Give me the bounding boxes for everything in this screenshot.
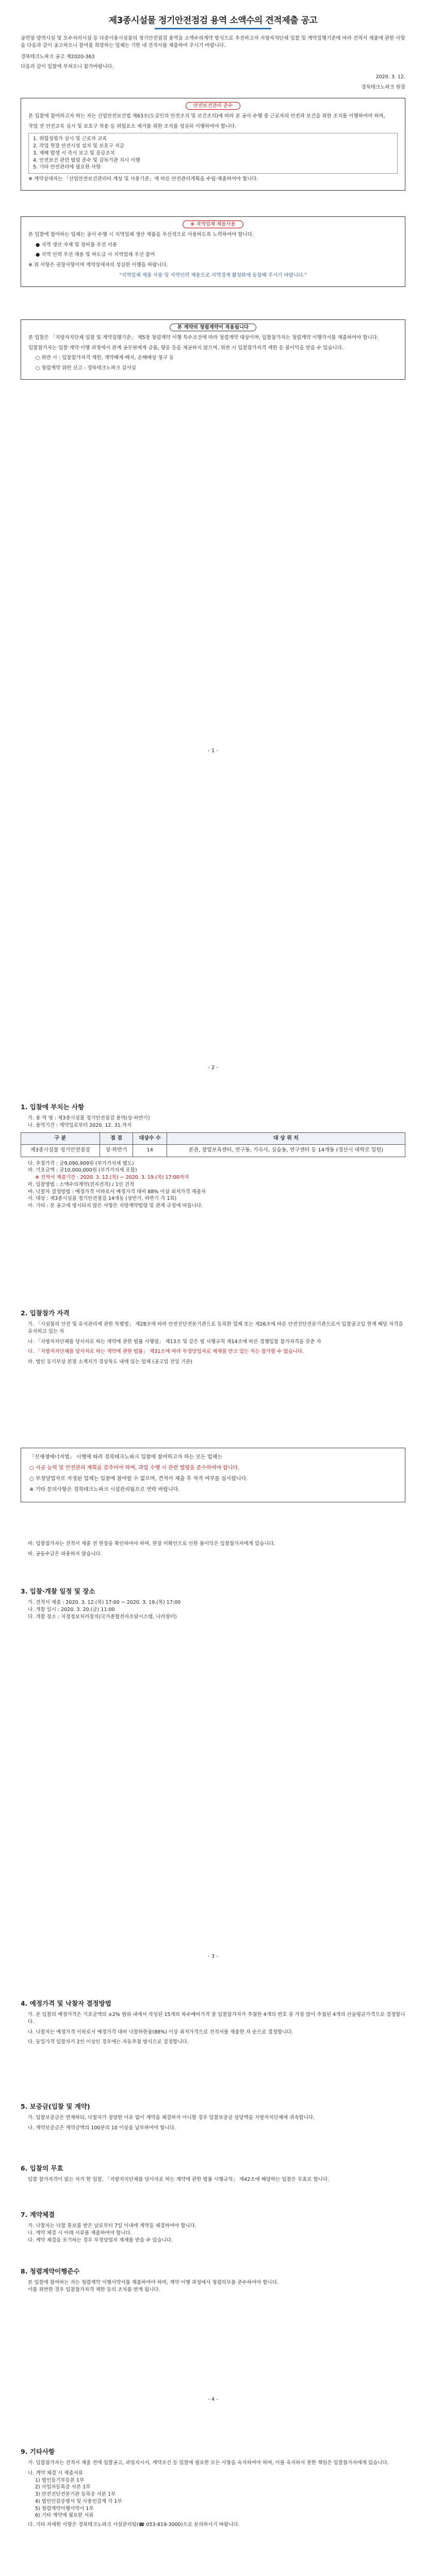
- safety-subitem: 3. 재해 발생 시 즉시 보고 및 응급조치: [33, 150, 115, 156]
- section-item: 마. 입찰방법 : 소액수의계약(전자견적) / 1인 견적: [28, 1181, 135, 1188]
- notice-line: ※ 기타 문의사항은 경북테크노파크 시설관리팀으로 연락 바랍니다.: [29, 1487, 180, 1493]
- integrity-contract-box: [21, 319, 405, 380]
- integrity-line: ○ 위반 시 : 입찰참가자격 제한, 계약해제·해지, 손해배상 청구 등: [36, 355, 174, 361]
- local-line: 본 입찰에 참여하는 업체는 공사 수행 시 지역업체 생산 제품을 우선적으로 사용하도록 노력하여야 합니다.: [28, 231, 254, 238]
- section-item: 바. 낙찰자 결정방법 : 예정가격 이하로서 예정가격 대비 88% 이상 최저가격 제출자: [28, 1189, 206, 1195]
- integrity-line: ○ 청렴계약 위반 신고 : 경북테크노파크 감사실: [36, 365, 136, 371]
- section-item: 가. 입찰참가자는 견적서 제출 전에 입찰공고, 과업지시서, 계약조건 등 입찰에 필요한 모든 사항을 숙지하여야 하며, 이를 숙지하지 못한 책임은 입찰참가자에게 있습니다.: [28, 2460, 389, 2466]
- section-heading: 8. 청렴계약이행준수: [21, 2267, 80, 2275]
- table-header-cell: 점 검: [100, 1132, 133, 1145]
- section-heading: 2. 입찰참가 자격: [21, 1309, 70, 1317]
- section-4: [21, 1999, 405, 2049]
- section-6: [21, 2164, 405, 2187]
- safety-subitem: 5. 기타 안전관리에 필요한 사항: [33, 164, 101, 171]
- notice-line: 「신재생에너지법」 시행에 따라 경북테크노파크 입찰에 참여하고자 하는 모든 업체는: [29, 1454, 222, 1460]
- section-item: 본 입찰에 참여하는 자는 청렴계약 이행서약서를 제출하여야 하며, 계약 이행 과정에서 청렴의무를 준수하여야 합니다.: [28, 2280, 278, 2286]
- safety-item: 작업 전 안전교육 실시 및 보호구 착용 등 위험요소 제거를 위한 조치를 성실히 이행하여야 합니다.: [28, 123, 237, 129]
- notice-line: 다음과 같이 입찰에 부쳐오니 참가바랍니다.: [21, 64, 114, 70]
- section-item: 나. 「지방자치단체를 당사자로 하는 계약에 관한 법률 시행령」 제13조 및 같은 법 시행규칙 제14조에 따른 경쟁입찰 참가자격을 갖춘 자: [28, 1338, 321, 1345]
- document-title: 제3종시설물 정기안전점검 용역 소액수의 견적제출 공고: [108, 15, 318, 26]
- section-item: ※ 견적서 제출기간 : 2020. 3. 12.(목) ~ 2020. 3. 19.(목) 17:00까지: [35, 1175, 189, 1181]
- notice-line: ○ 시공 능력 및 안전관리 계획을 갖추어야 하며, 과업 수행 시 관련 법령을 준수하여야 합니다.: [29, 1465, 240, 1471]
- section-item: 1) 법인등기부등본 1부: [35, 2477, 85, 2483]
- section-item: 다. 「지방자치단체를 당사자로 하는 계약에 관한 법률」 제31조에 따라 부정당업자로 제재를 받고 있는 자는 참가할 수 없습니다.: [28, 1349, 304, 1355]
- section-item: 가. 견적서 제출 : 2020. 3. 12.(목) 17:00 ~ 2020. 3. 19.(목) 17:00: [28, 1600, 181, 1606]
- section-heading: 5. 보증금(입찰 및 계약): [21, 2103, 90, 2110]
- bidder-notice-box: [21, 1448, 405, 1502]
- section-item: 다. 개찰 장소 : 지정정보처리장치(국가종합전자조달시스템, 나라장터): [28, 1614, 177, 1620]
- section-heading: 7. 계약체결: [21, 2211, 55, 2218]
- local-box-title: ※ 지역업체 제품사용: [28, 221, 398, 228]
- section-9: [21, 2447, 405, 2532]
- table-header-row: [21, 1132, 405, 1145]
- local-line: ● 지역 생산 자재 및 장비를 우선 사용: [36, 242, 117, 248]
- section-item: 다. 동일가격 입찰자가 2인 이상인 경우에는 자동추첨 방식으로 결정합니다.: [28, 2039, 189, 2045]
- section-item: 이를 위반한 경우 입찰참가자격 제한 등의 조치를 받게 됩니다.: [28, 2286, 160, 2293]
- page-number: - 2 -: [208, 1065, 218, 1071]
- section-8: [21, 2267, 405, 2294]
- section-item: 라. 법인 등기부상 본점 소재지가 경상북도 내에 있는 업체 (공고일 전일 기준): [28, 1359, 192, 1365]
- section-heading: 4. 예정가격 및 낙찰자 결정방법: [21, 1999, 111, 2007]
- section-heading: 1. 입찰에 부치는 사항: [21, 1103, 85, 1111]
- section-7: [21, 2210, 405, 2244]
- section-3: [21, 1587, 405, 1620]
- section-item: 가. 「시설물의 안전 및 유지관리에 관한 특별법」 제28조에 따라 안전진단전문기관으로 등록한 업체 또는 제26조에 따른 안전진단전문기관으로서 입찰공고일 현재 해당 자격을 유지하고 있는 자: [28, 1321, 403, 1334]
- section-item: 나. 낙찰자는 예정가격 이하로서 예정가격 대비 낙찰하한율(88%) 이상 최저가격으로 견적서를 제출한 자 순으로 결정합니다.: [28, 2029, 293, 2035]
- section-2-continued: [21, 1540, 405, 1561]
- integrity-line: 본 입찰은 「지방자치단체 입찰 및 계약집행기준」 제5장 청렴계약 이행 특수조건에 따라 청렴계약 대상이며, 입찰참가자는 청렴계약 이행각서를 제출하여야 합니다.: [28, 334, 379, 341]
- section-item: 2) 사업자등록증 사본 1부: [35, 2484, 91, 2490]
- section-item: 6) 기타 계약에 필요한 서류: [35, 2513, 94, 2519]
- section-item: 다. 계약 체결을 포기하는 경우 부정당업자 제재를 받을 수 있습니다.: [28, 2237, 173, 2243]
- section-item: 3) 안전진단전문기관 등록증 사본 1부: [35, 2492, 116, 2498]
- safety-subitem: 4. 안전보건 관련 법령 준수 및 감독기관 지시 이행: [33, 157, 140, 163]
- section-heading: 3. 입찰·개찰 일정 및 장소: [21, 1587, 95, 1595]
- section-item: 가. 용 역 명 : 제3종시설물 정기안전점검 용역(상·하반기): [28, 1115, 150, 1122]
- table-header-cell: 대 상 위 치: [167, 1132, 405, 1145]
- section-item: 가. 입찰보증금은 면제하되, 낙찰자가 정당한 이유 없이 계약을 체결하지 아니할 경우 입찰보증금 상당액을 지방자치단체에 귀속합니다.: [28, 2115, 315, 2121]
- safety-subitem: 1. 위험성평가 실시 및 근로자 교육: [33, 136, 107, 142]
- section-item: 라. 기초금액 : 금10,000,000원 (부가가치세 포함): [28, 1167, 137, 1174]
- notice-number: 경북테크노파크 공고 제2020-363: [21, 54, 95, 60]
- notice-date: 2020. 3. 12.: [375, 74, 405, 80]
- target-facility-table: [21, 1132, 405, 1157]
- section-2: [21, 1309, 405, 1369]
- section-item: 다. 기타 자세한 사항은 경북테크노파크 시설관리팀(☎ 053-819-3000)으로 문의하시기 바랍니다.: [28, 2522, 240, 2528]
- intro-block: [21, 35, 405, 94]
- safety-subitem: 2. 작업 현장 안전시설 설치 및 보호구 지급: [33, 143, 125, 149]
- intro-paragraph: 공연장 방역시설 및 오수처리시설 등 다중이용시설물의 정기안전점검 용역을 소액수의계약 방식으로 추진하고자 지방자치단체 입찰 및 계약집행기준에 따라 견적서 제출에 관한 사항을 다음과 같이 공고하오니 참여를 희망하는 업체는 기한 내 견적서를 제출하여 주시기 바랍니다.: [21, 36, 405, 48]
- section-heading: 6. 입찰의 무효: [21, 2164, 63, 2172]
- section-item: 다. 추정가격 : 금9,090,909원 (부가가치세 별도): [28, 1160, 134, 1166]
- safety-sublist: [28, 133, 398, 174]
- safety-item: 본 입찰에 참여하고자 하는 자는 산업안전보건법 제63조(도급인의 안전조치 및 보건조치)에 따라 본 공사 수행 중 근로자의 안전과 보건을 위한 조치를 이행하여야 하며,: [28, 113, 385, 119]
- local-products-box: [21, 216, 405, 287]
- section-1: [21, 1103, 405, 1210]
- safety-notice-box: [21, 98, 405, 191]
- page-number: - 3 -: [208, 1954, 218, 1959]
- integrity-line: 입찰참가자는 입찰·계약·이행 과정에서 관계 공무원에게 금품, 향응 등을 제공하지 않으며, 위반 시 입찰참가자격 제한 등 불이익을 받을 수 있습니다.: [28, 345, 343, 351]
- table-row: [21, 1145, 405, 1157]
- section-item: 나. 계약 체결 시 아래 서류를 제출하여야 합니다.: [28, 2230, 132, 2236]
- section-item: 마. 입찰참가자는 견적서 제출 전 현장을 확인하여야 하며, 현장 미확인으로 인한 불이익은 입찰참가자에게 있습니다.: [28, 1541, 275, 1547]
- section-item: 가. 본 입찰의 예정가격은 기초금액의 ±2% 범위 내에서 작성된 15개의 복수예비가격 중 입찰참가자가 추첨한 4개의 번호 중 가장 많이 추첨된 4개의 산술평균가격으로 결정합니다.: [28, 2012, 405, 2025]
- safety-item: ※ 계약상대자는 「산업안전보건관리비 계상 및 사용기준」에 따른 안전관리계획을 수립·제출하여야 합니다.: [28, 176, 258, 182]
- section-item: 나. 계약 체결 시 제출서류: [28, 2470, 83, 2476]
- table-cell: 본관, 창업보육센터, 연구동, 기숙사, 실습동, 연구센터 등 14개동 (경산시 대학로 일원): [167, 1145, 405, 1157]
- section-item: 나. 용역기간 : 계약일로부터 2020. 12. 31.까지: [28, 1122, 132, 1128]
- page-number: - 1 -: [208, 748, 218, 754]
- table-cell: 상·하반기: [100, 1145, 133, 1157]
- notice-issuer: 경북테크노파크 원장: [361, 84, 405, 90]
- local-line: ● 지역 인력 우선 채용 및 하도급 시 지역업체 우선 참여: [36, 252, 155, 258]
- section-heading: 9. 기타사항: [21, 2448, 55, 2455]
- integrity-box-title: 본 계약의 청렴계약이 적용됩니다: [28, 324, 398, 331]
- local-line: ※ 위 사항은 권장사항이며 계약상대자의 성실한 이행을 바랍니다.: [28, 262, 168, 268]
- section-5: [21, 2102, 405, 2135]
- table-cell: 제3종시설물 정기안전점검: [21, 1145, 100, 1157]
- section-item: 나. 개찰 일시 : 2020. 3. 20.(금) 11:00: [28, 1606, 115, 1613]
- section-item: 5) 청렴계약이행서약서 1부: [35, 2505, 94, 2512]
- section-item: 나. 계약보증금은 계약금액의 100분의 10 이상을 납부하여야 합니다.: [28, 2125, 176, 2131]
- table-header-cell: 대상수 수: [133, 1132, 167, 1145]
- title-underline: [155, 28, 271, 29]
- section-item: 아. 기타 : 본 공고에 명시되지 않은 사항은 지방계약법령 및 관계 규정에 따릅니다.: [28, 1203, 203, 1209]
- local-emphasis: "지역업체 제품 사용 및 지역인력 채용으로 지역경제 활성화에 동참해 주시기 바랍니다.": [119, 272, 307, 278]
- section-item: 입찰 참가자격이 없는 자가 한 입찰, 「지방자치단체를 당사자로 하는 계약에 관한 법률 시행규칙」 제42조에 해당하는 입찰은 무효로 합니다.: [28, 2177, 330, 2183]
- notice-line: ○ 부정당업자로 지정된 업체는 입찰에 참여할 수 없으며, 견적서 제출 후 적격 여부를 심사합니다.: [29, 1476, 248, 1482]
- section-item: 4) 법인인감증명서 및 사용인감계 각 1부: [35, 2498, 122, 2504]
- section-item: 가. 낙찰자는 낙찰 통보를 받은 날로부터 7일 이내에 계약을 체결하여야 합니다.: [28, 2223, 196, 2229]
- safety-box-title: 안전보건관리 준수: [28, 103, 398, 110]
- section-item: 바. 공동수급은 허용하지 않습니다.: [28, 1551, 102, 1557]
- table-cell: 14: [133, 1145, 167, 1157]
- page-number: - 4 -: [208, 2397, 218, 2402]
- section-item: 사. 대상 : 제3종시설물 정기안전점검 14개동 (상반기, 하반기 각 1회): [28, 1196, 177, 1202]
- table-header-cell: 구 분: [21, 1132, 100, 1145]
